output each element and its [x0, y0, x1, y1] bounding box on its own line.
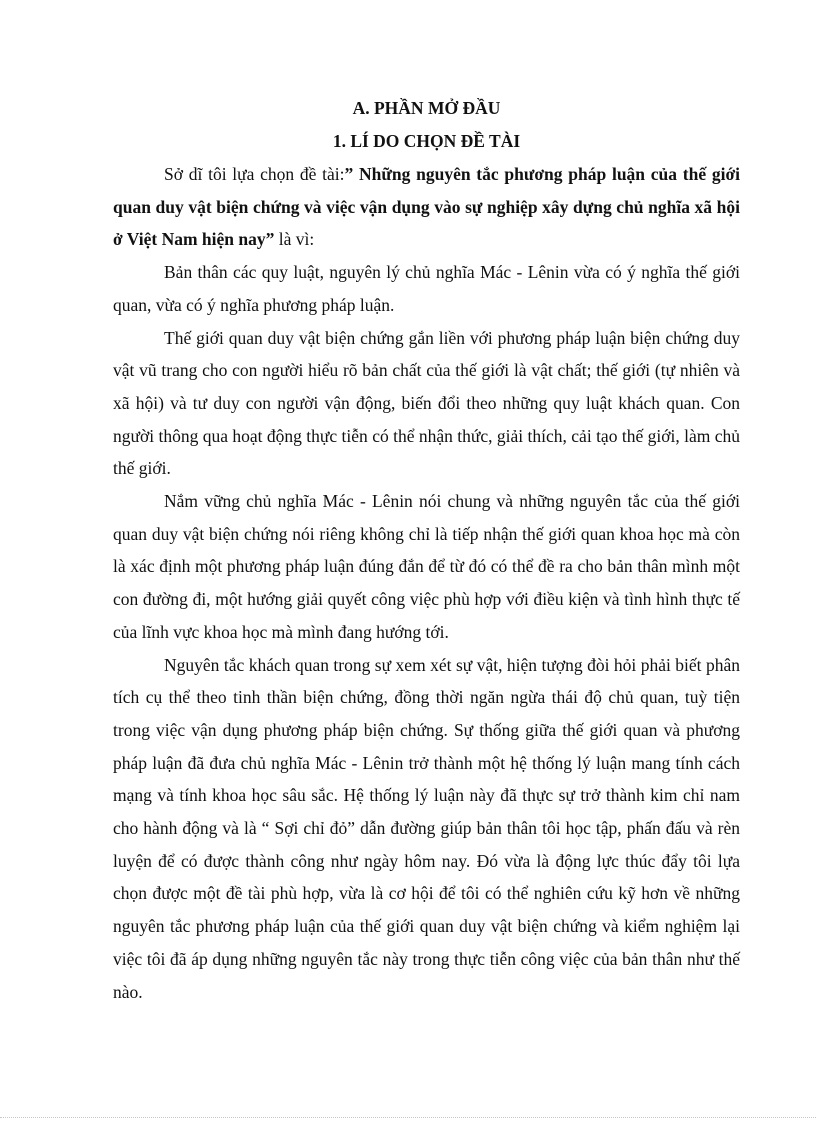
intro-paragraph: [113, 158, 740, 256]
subsection-title: 1. LÍ DO CHỌN ĐỀ TÀI: [332, 131, 521, 151]
topic-title: ” Những nguyên tắc phương pháp luận của thế giới quan duy vật biện chứng và việc vận dụng vào sự nghiệp xây dựng chủ nghĩa xã hội ở Việt Nam hiện nay”: [113, 164, 740, 250]
intro-tail: là vì:: [274, 229, 315, 250]
document-page: [113, 92, 740, 1008]
section-title: A. PHẦN MỞ ĐẦU: [352, 98, 501, 118]
paragraph-4: Nguyên tắc khách quan trong sự xem xét sự vật, hiện tượng đòi hỏi phải biết phân tích cụ thể theo tinh thần biện chứng, đồng thời ngăn ngừa thái độ chủ quan, tuỳ tiện trong việc vận dụng phương pháp biện chứng. Sự thống giữa thế giới quan và phương pháp luận đã đưa chủ nghĩa Mác - Lênin trở thành một hệ thống lý luận mang tính cách mạng và tính khoa học sâu sắc. Hệ thống lý luận này đã thực sự trở thành kim chỉ nam cho hành động và là “ Sợi chỉ đỏ” dẫn đường giúp bản thân tôi học tập, phấn đấu và rèn luyện để có được thành công như ngày hôm nay. Đó vừa là động lực thúc đẩy tôi lựa chọn được một đề tài phù hợp, vừa là cơ hội để tôi có thể nghiên cứu kỹ hơn về những nguyên tắc phương pháp luận của thế giới quan duy vật biện chứng và kiểm nghiệm lại việc tôi đã áp dụng những nguyên tắc này trong thực tiễn công việc của bản thân như thế nào.: [113, 654, 740, 1002]
intro-lead: Sở dĩ tôi lựa chọn đề tài:: [164, 164, 345, 184]
paragraph-1: Bản thân các quy luật, nguyên lý chủ nghĩa Mác - Lênin vừa có ý nghĩa thế giới quan, vừa có ý nghĩa phương pháp luận.: [113, 262, 740, 315]
page-bottom-divider: [0, 1117, 816, 1118]
paragraph-3: Nắm vững chủ nghĩa Mác - Lênin nói chung và những nguyên tắc của thế giới quan duy vật biện chứng nói riêng không chỉ là tiếp nhận thế giới quan khoa học mà còn là xác định một phương pháp luận đúng đắn để từ đó có thể đề ra cho bản thân mình một con đường đi, một hướng giải quyết công việc phù hợp với điều kiện và tình hình thực tế của lĩnh vực khoa học mà mình đang hướng tới.: [113, 491, 740, 642]
paragraph-2: Thế giới quan duy vật biện chứng gắn liền với phương pháp luận biện chứng duy vật vũ trang cho con người hiểu rõ bản chất của thế giới là vật chất; thế giới (tự nhiên và xã hội) và tư duy con người vận động, biến đổi theo những quy luật khách quan. Con người thông qua hoạt động thực tiễn có thể nhận thức, giải thích, cải tạo thế giới, làm chủ thế giới.: [113, 327, 740, 479]
